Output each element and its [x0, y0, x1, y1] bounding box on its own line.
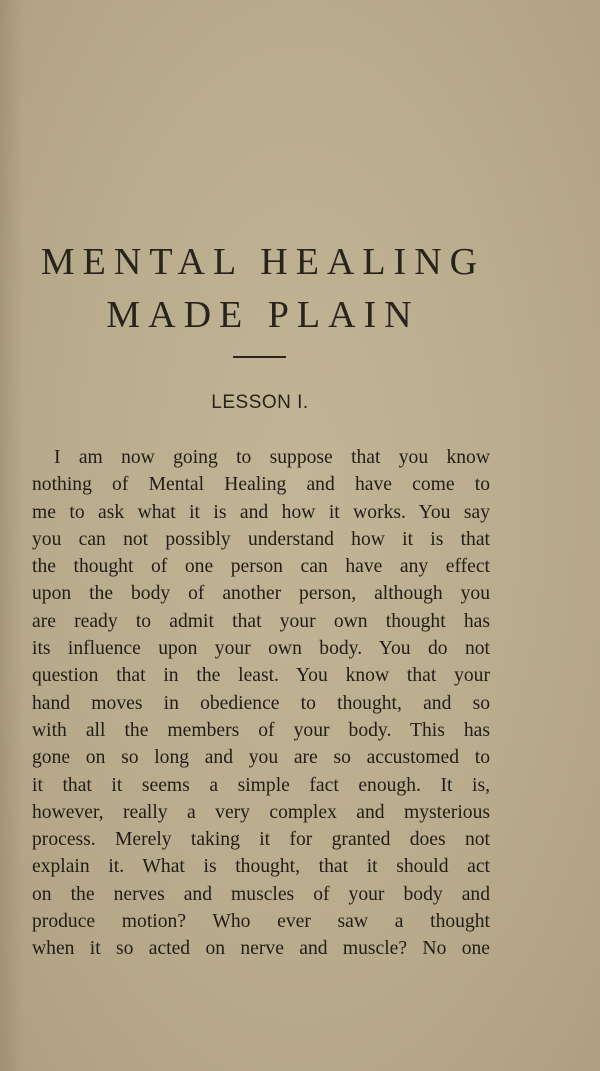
text-line: hand moves in obedience to thought, and so — [32, 692, 490, 714]
text-line: gone on so long and you are so accustomed to — [32, 747, 490, 769]
text-line: are ready to admit that your own thought has — [32, 610, 490, 632]
text-line: on the nerves and muscles of your body and — [32, 883, 490, 905]
text-line: I am now going to suppose that you know — [54, 447, 490, 468]
text-line: nothing of Mental Healing and have come to — [32, 474, 490, 496]
text-line: when it so acted on nerve and muscle? No one — [32, 938, 490, 960]
text-line: process. Merely taking it for granted does not — [32, 829, 490, 851]
lesson-heading: LESSON I. — [211, 392, 309, 413]
title-line-1: MENTAL HEALING — [40, 241, 486, 283]
text-line: the thought of one person can have any effect — [32, 556, 490, 578]
text-line: its influence upon your own body. You do not — [32, 638, 490, 660]
text-line: explain it. What is thought, that it should act — [32, 856, 490, 878]
text-line: however, really a very complex and mysterious — [32, 801, 490, 823]
title-line-2: MADE PLAIN — [106, 294, 420, 336]
page-edge-shadow — [0, 0, 24, 1071]
text-line: produce motion? Who ever saw a thought — [32, 911, 490, 933]
text-line: it that it seems a simple fact enough. It is, — [32, 774, 490, 796]
title-divider — [233, 356, 286, 358]
text-line: with all the members of your body. This has — [32, 719, 490, 741]
text-line: question that in the least. You know that your — [32, 665, 490, 687]
text-line: upon the body of another person, although you — [32, 583, 490, 605]
text-line: you can not possibly understand how it is that — [32, 528, 490, 550]
body-text — [32, 444, 490, 963]
text-line: me to ask what it is and how it works. You say — [32, 501, 490, 523]
